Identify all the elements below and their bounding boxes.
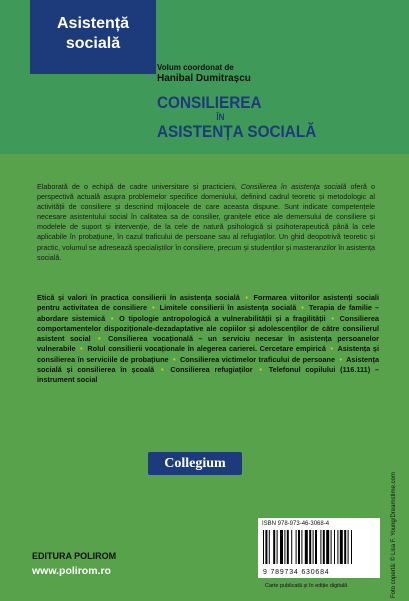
bullet-icon: •	[173, 354, 176, 364]
description-paragraph	[37, 182, 375, 263]
topic-item: Asistența și consilierea în serviciile de probațiune	[37, 344, 380, 364]
topic-item: Consilierea refugiaților	[170, 365, 253, 375]
digital-edition-note: Carte publicată și în ediție digitală	[265, 583, 348, 589]
topic-item: Formarea viitorilor asistenți sociali pentru activitatea de consiliere	[37, 293, 379, 313]
topic-item: Etică și valori în practica consilierii în asistența socială	[37, 293, 240, 302]
topic-item: Limitele consilierii în asistența socială	[159, 303, 297, 313]
editor-label: Volum coordonat de	[157, 63, 234, 72]
bullet-icon: •	[330, 344, 334, 354]
bullet-icon: •	[80, 344, 83, 354]
photo-credit: Foto copertă: © Lisa F. Young/Dreamstime.com	[391, 472, 397, 598]
series-label	[30, 0, 156, 74]
topic-item: Telefonul copilului (116.111) – instrument social	[37, 365, 380, 385]
title-line-2: ÎN	[216, 112, 225, 122]
bullet-icon: •	[110, 313, 114, 323]
series-line-1: Asistență	[56, 15, 130, 32]
bullet-icon: •	[152, 303, 155, 313]
topic-item: Asistența socială și consilierea în școală	[37, 354, 380, 375]
topic-item: Consilierea comportamentelor dispoziționale-dezadaptative ale copiilor și adolescenților de către consilierul asistent social	[37, 313, 379, 344]
bullet-icon: •	[245, 293, 248, 302]
title-line-1: CONSILIEREA	[157, 93, 262, 112]
description-end: oferă o perspectivă actuală asupra problemelor specifice domeniului, definind cadrul teoretic și metodologic al activității de consiliere și descriind mijloacele de care aceasta dispune. Sunt indicate competențele necesare asistentului social în calitatea sa de consilier, granițele etice ale demersului de consiliere și modelele de suport și intervenție, de la cele de natură psihologică și psihoterapeutică până la cele aplicabile în probațiune, în cazul traficului de persoane sau al refugiaților. Un ghid deopotrivă teoretic și practic, volumul se adresează specialiștilor în consiliere, precum și studenților și masteranzilor în asistența socială.	[37, 182, 375, 262]
bullet-icon: •	[331, 313, 334, 323]
isbn-label: ISBN 978-973-46-3068-4	[262, 521, 330, 527]
publisher-website: www.polirom.ro	[32, 565, 111, 577]
description-start: Elaborată de o echipă de cadre universitare și practicieni,	[37, 182, 241, 191]
series-line-2: socială	[65, 35, 121, 52]
title-line-3: ASISTENȚA SOCIALĂ	[157, 122, 317, 141]
bullet-icon: •	[259, 365, 262, 375]
topic-item: Terapia de familie – abordare sistemică	[37, 303, 380, 323]
imprint-logo: Collegium	[148, 452, 242, 475]
barcode-digits: 9 789734 630684	[263, 569, 330, 576]
topic-item: Consilierea vocațională – un serviciu necesar în asistența persoanelor vulnerabile	[37, 334, 379, 354]
topics-list	[37, 293, 379, 386]
bullet-icon: •	[161, 365, 164, 375]
book-title	[157, 93, 316, 141]
topic-item: O tipologie antropologică a vulnerabilității și a fragilității	[119, 313, 326, 323]
bullet-icon: •	[301, 303, 304, 313]
bullet-icon: •	[98, 334, 101, 344]
editor-name: Hanibal Dumitrașcu	[157, 73, 251, 84]
book-description	[37, 182, 375, 263]
publisher-name: EDITURA POLIROM	[32, 551, 117, 561]
topic-item: Consilierea victimelor traficului de persoane	[179, 354, 336, 364]
bullet-icon: •	[339, 354, 343, 364]
description-title-italic: Consilierea în asistența socială	[240, 182, 347, 191]
barcode-box	[258, 518, 380, 578]
topic-item: Rolul consilierii vocaționale în alegerea carierei. Cercetare empirică	[87, 344, 326, 354]
barcode-icon	[260, 530, 378, 566]
